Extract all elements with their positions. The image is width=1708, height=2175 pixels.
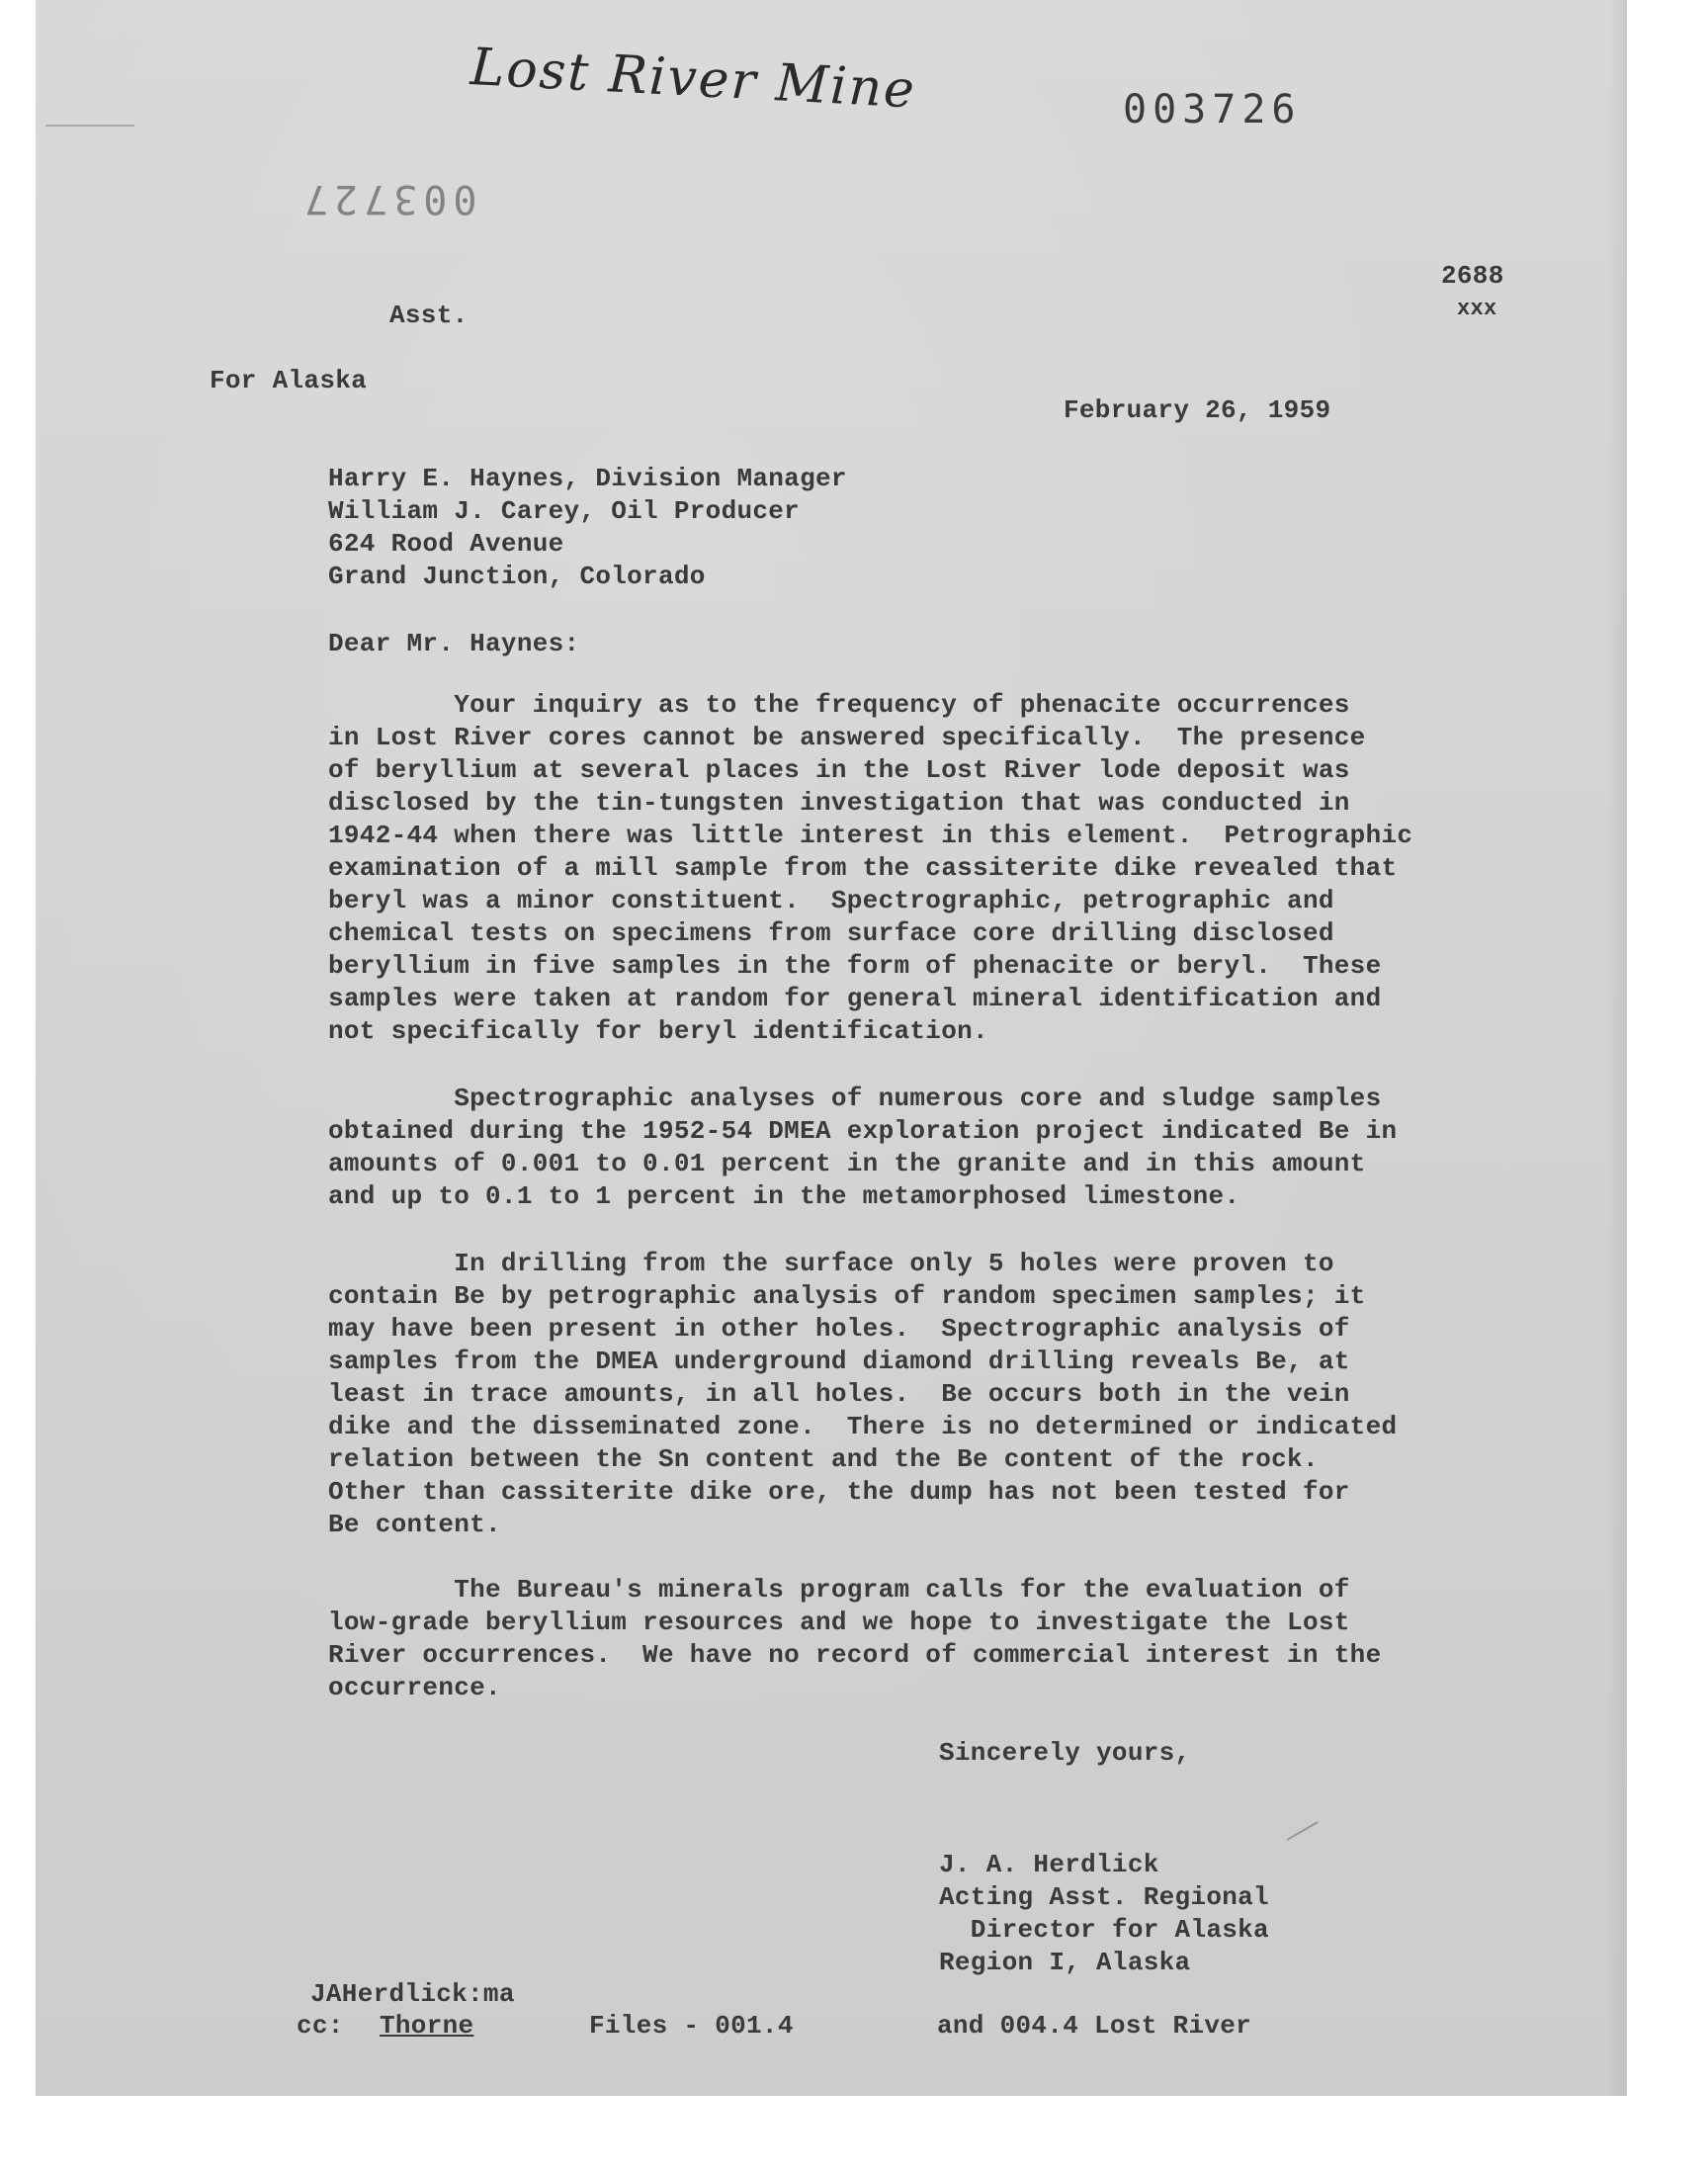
- addressee-line: Harry E. Haynes, Division Manager: [328, 464, 847, 493]
- body-line: relation between the Sn content and the Be content of the rock.: [328, 1444, 1319, 1474]
- page-edge-shadow: [1607, 0, 1625, 2096]
- body-line: disclosed by the tin-tungsten investigation that was conducted in: [328, 788, 1350, 818]
- typist-initials: JAHerdlick:ma: [310, 1979, 515, 2009]
- body-paragraph-1: [328, 689, 1494, 1048]
- body-line: obtained during the 1952-54 DMEA exploration project indicated Be in: [328, 1116, 1398, 1146]
- signature-line: J. A. Herdlick: [939, 1850, 1159, 1879]
- letter-page: [36, 0, 1625, 2096]
- body-line: 1942-44 when there was little interest in this element. Petrographic: [328, 821, 1413, 850]
- letter-date: February 26, 1959: [1064, 395, 1331, 425]
- body-line: dike and the disseminated zone. There is no determined or indicated: [328, 1412, 1398, 1441]
- salutation: Dear Mr. Haynes:: [328, 629, 580, 658]
- signature-line: Acting Asst. Regional: [939, 1882, 1269, 1912]
- files-reference-continued: and 004.4 Lost River: [937, 2011, 1252, 2041]
- handwritten-title: Lost River Mine: [469, 38, 918, 121]
- left-edge-mark: [45, 125, 134, 127]
- body-line: chemical tests on specimens from surface core drilling disclosed: [328, 918, 1334, 948]
- body-line: and up to 0.1 to 1 percent in the metamorphosed limestone.: [328, 1181, 1240, 1211]
- addressee-line: William J. Carey, Oil Producer: [328, 496, 801, 526]
- body-line: Spectrographic analyses of numerous core and sludge samples: [328, 1084, 1382, 1113]
- body-line: contain Be by petrographic analysis of random specimen samples; it: [328, 1281, 1366, 1311]
- body-line: in Lost River cores cannot be answered specifically. The presence: [328, 723, 1366, 752]
- addressee-line: Grand Junction, Colorado: [328, 562, 706, 591]
- body-paragraph-2: [328, 1083, 1494, 1213]
- body-paragraph-4: [328, 1574, 1494, 1704]
- body-line: Your inquiry as to the frequency of phenacite occurrences: [328, 690, 1350, 720]
- signature-line: Region I, Alaska: [939, 1948, 1191, 1977]
- body-line: In drilling from the surface only 5 holes were proven to: [328, 1249, 1334, 1278]
- asst-fragment: Asst.: [389, 301, 469, 330]
- addressee-line: 624 Rood Avenue: [328, 529, 564, 559]
- body-paragraph-3: [328, 1248, 1494, 1541]
- mirrored-stamp-number: 003727: [299, 176, 477, 221]
- body-line: The Bureau's minerals program calls for the evaluation of: [328, 1575, 1350, 1605]
- addressee-block: [328, 463, 1494, 593]
- cc-name: Thorne: [380, 2011, 474, 2041]
- body-line: samples were taken at random for general mineral identification and: [328, 984, 1382, 1013]
- file-mark: xxx: [1457, 297, 1497, 321]
- for-alaska-fragment: For Alaska: [210, 366, 368, 395]
- body-line: may have been present in other holes. Spectrographic analysis of: [328, 1314, 1350, 1344]
- body-line: beryl was a minor constituent. Spectrographic, petrographic and: [328, 886, 1334, 915]
- body-line: Be content.: [328, 1510, 501, 1539]
- body-line: of beryllium at several places in the Lost River lode deposit was: [328, 755, 1350, 785]
- document-stamp-number: 003726: [1123, 87, 1302, 132]
- files-reference: Files - 001.4: [589, 2011, 794, 2041]
- body-line: examination of a mill sample from the cassiterite dike revealed that: [328, 853, 1398, 883]
- stray-pen-mark: [1287, 1821, 1319, 1841]
- signature-line: Director for Alaska: [939, 1915, 1269, 1945]
- body-line: amounts of 0.001 to 0.01 percent in the granite and in this amount: [328, 1149, 1366, 1178]
- body-line: Other than cassiterite dike ore, the dump has not been tested for: [328, 1477, 1350, 1507]
- body-line: low-grade beryllium resources and we hope to investigate the Lost: [328, 1608, 1350, 1637]
- body-line: not specifically for beryl identification.: [328, 1016, 988, 1046]
- body-line: beryllium in five samples in the form of phenacite or beryl. These: [328, 951, 1382, 981]
- file-number: 2688: [1441, 261, 1504, 291]
- body-line: occurrence.: [328, 1673, 501, 1702]
- body-line: samples from the DMEA underground diamond drilling reveals Be, at: [328, 1347, 1350, 1376]
- valediction: Sincerely yours,: [939, 1738, 1191, 1768]
- signature-block: [939, 1849, 1532, 1979]
- body-line: River occurrences. We have no record of commercial interest in the: [328, 1640, 1382, 1670]
- body-line: least in trace amounts, in all holes. Be occurs both in the vein: [328, 1379, 1350, 1409]
- cc-label: cc:: [297, 2011, 344, 2041]
